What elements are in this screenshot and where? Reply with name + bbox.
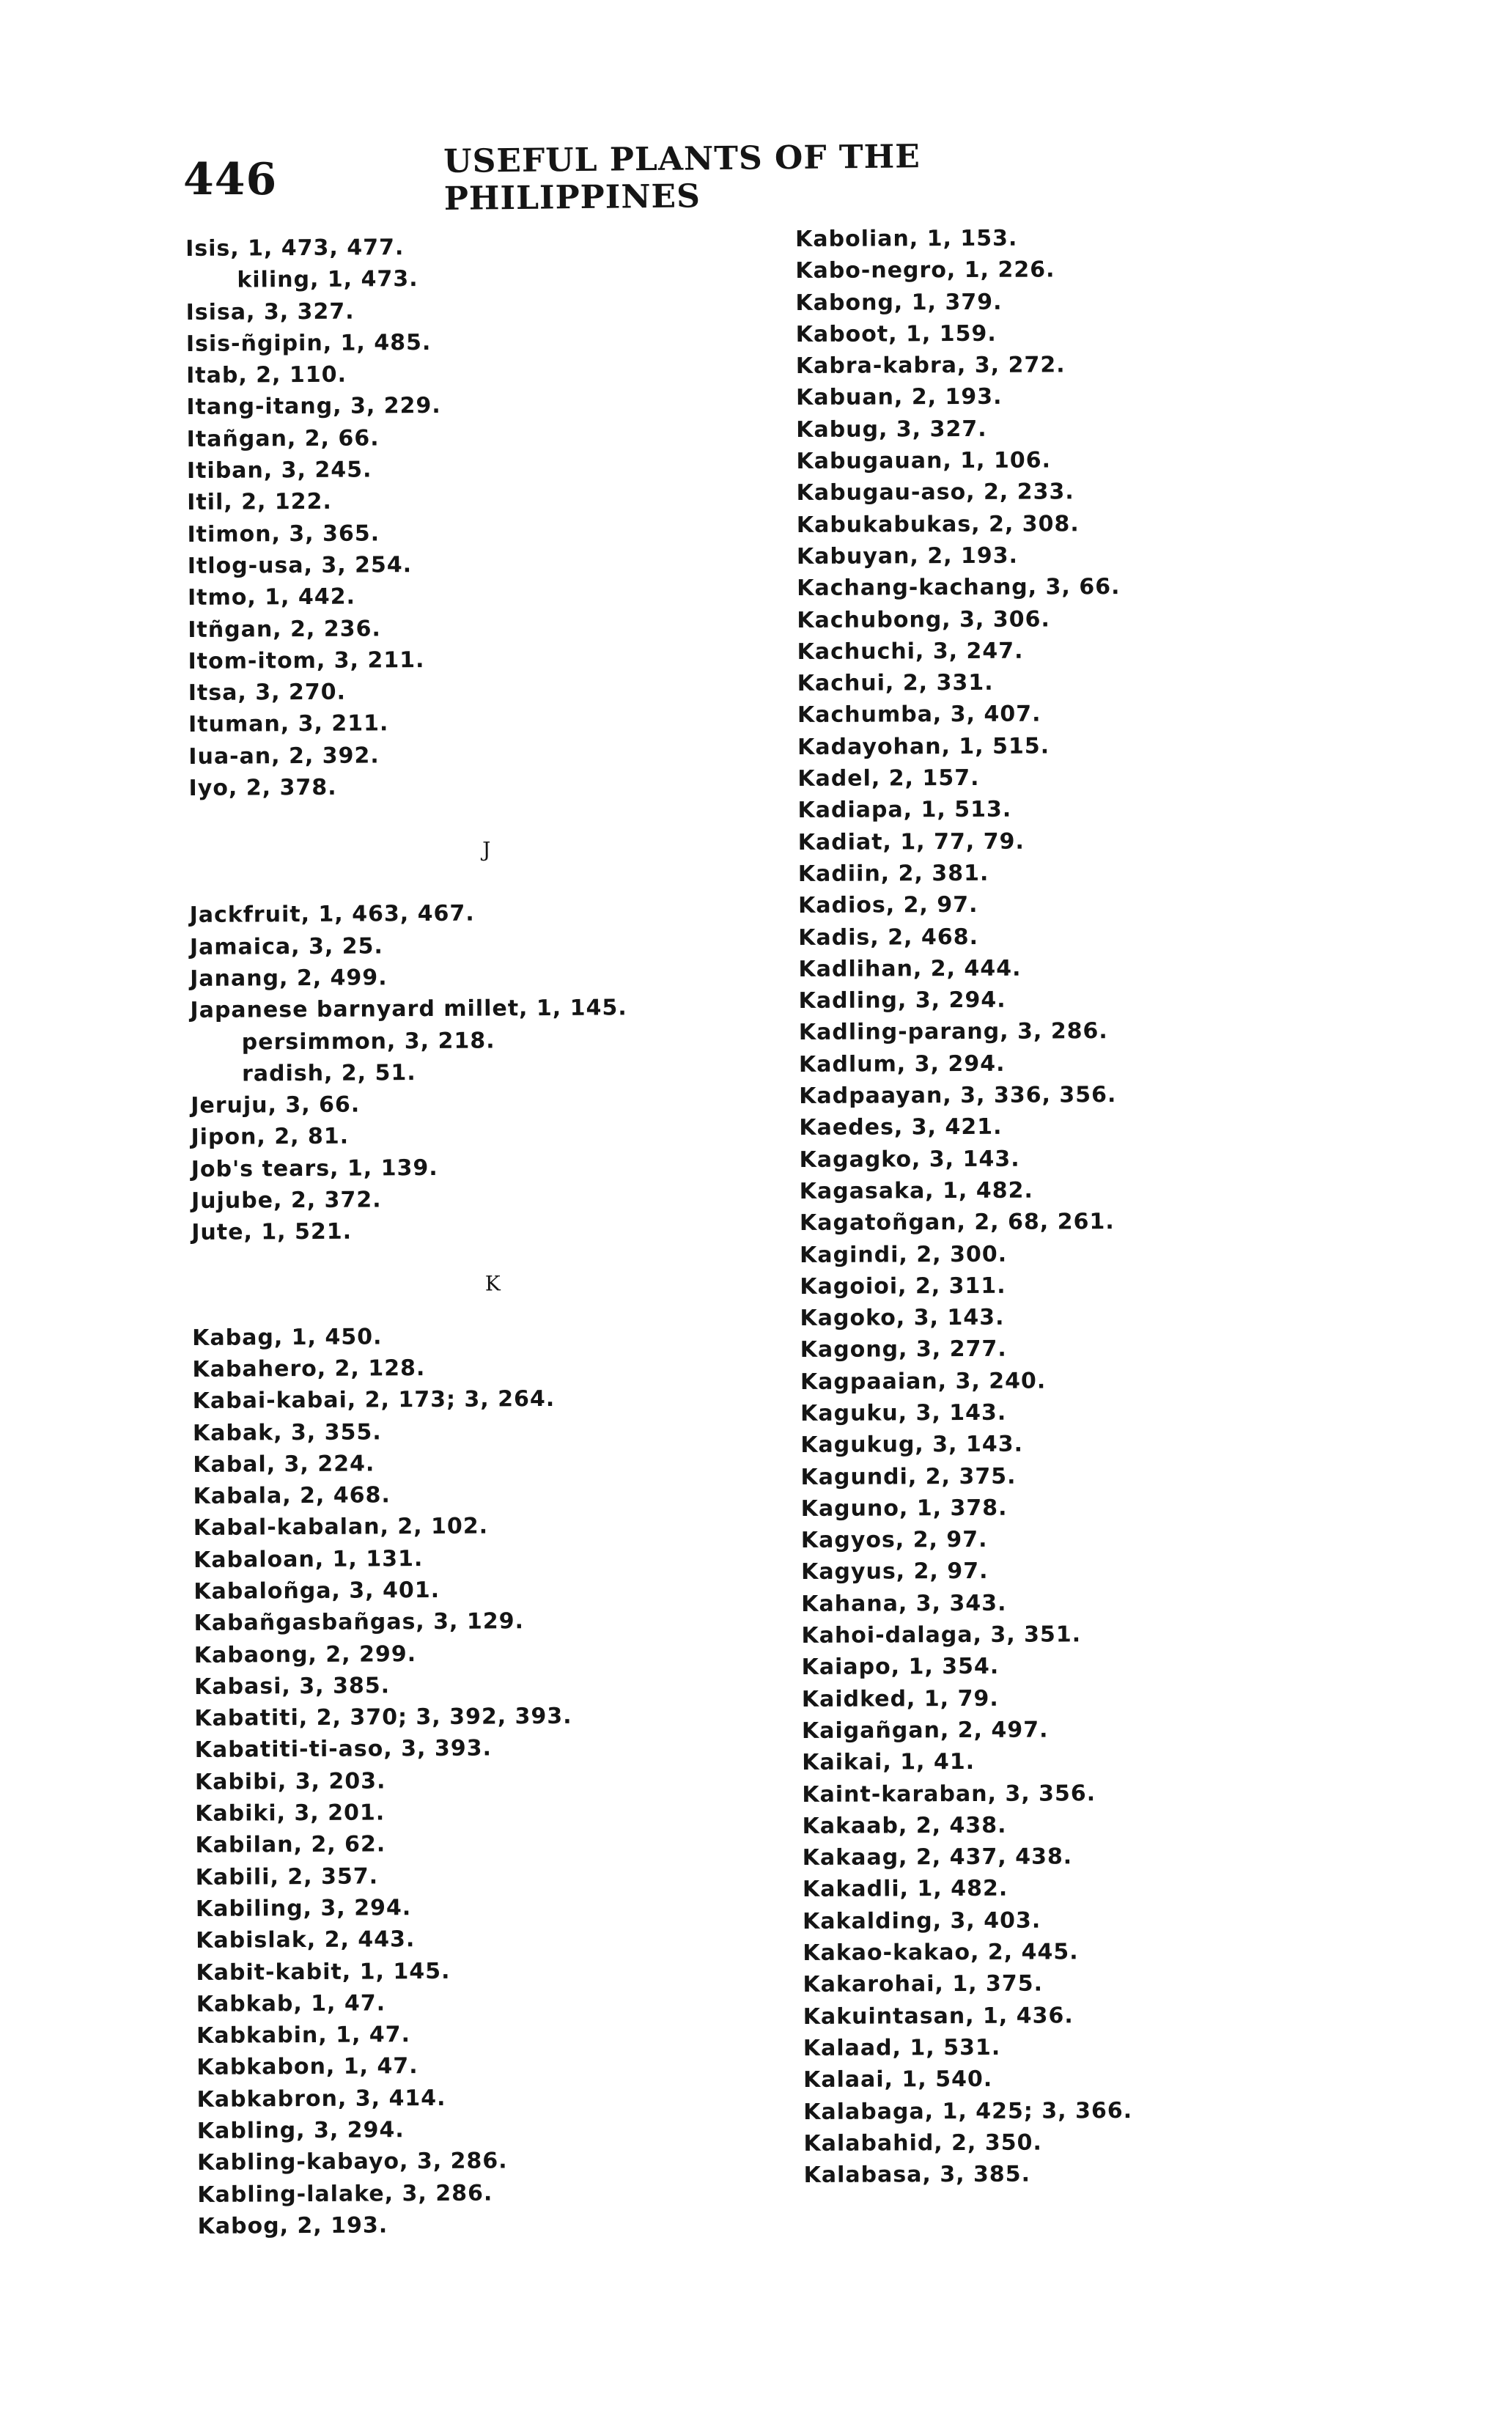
- index-entry: Kalabahid, 2, 350.: [803, 2129, 1042, 2157]
- index-entry: Itom-itom, 3, 211.: [188, 647, 425, 674]
- index-entry: Kabo-negro, 1, 226.: [795, 257, 1055, 284]
- index-entry: Kadel, 2, 157.: [797, 765, 980, 792]
- index-entry: Kagyus, 2, 97.: [800, 1558, 989, 1586]
- index-entry: Kabolian, 1, 153.: [795, 225, 1018, 252]
- index-entry: Itsa, 3, 270.: [188, 679, 347, 707]
- index-entry: Kaboot, 1, 159.: [795, 320, 997, 347]
- index-entry: Itlog-usa, 3, 254.: [187, 552, 413, 579]
- index-entry: Kakaag, 2, 437, 438.: [802, 1844, 1073, 1871]
- index-entry: Kagagko, 3, 143.: [799, 1146, 1020, 1173]
- index-entry: Kadlum, 3, 294.: [798, 1050, 1006, 1078]
- index-entry: Jipon, 2, 81.: [191, 1124, 350, 1151]
- index-entry: Kadiin, 2, 381.: [797, 860, 989, 887]
- index-entry: Kabaloan, 1, 131.: [193, 1545, 424, 1573]
- index-entry: Kabugauan, 1, 106.: [796, 447, 1052, 475]
- index-entry: Kabuyan, 2, 193.: [796, 542, 1019, 570]
- index-entry: Kabaloñga, 3, 401.: [193, 1577, 440, 1605]
- index-entry: Kabai-kabai, 2, 173; 3, 264.: [192, 1386, 556, 1415]
- index-entry: Itang-itang, 3, 229.: [186, 393, 441, 421]
- index-entry: Jamaica, 3, 25.: [189, 933, 383, 960]
- index-entry: Kadis, 2, 468.: [798, 924, 979, 951]
- index-entry: Kabkabron, 3, 414.: [196, 2085, 446, 2113]
- index-entry: Kabak, 3, 355.: [192, 1418, 382, 1446]
- index-entry: Kagoko, 3, 143.: [800, 1304, 1005, 1332]
- index-entry: Kabiki, 3, 201.: [195, 1800, 386, 1827]
- index-entry: Kakarohai, 1, 375.: [803, 1970, 1044, 1998]
- index-entry: Job's tears, 1, 139.: [191, 1155, 438, 1182]
- index-entry: Kagukug, 3, 143.: [800, 1431, 1024, 1459]
- index-entry: Kabala, 2, 468.: [193, 1482, 391, 1510]
- index-entry: Kaidked, 1, 79.: [801, 1685, 999, 1712]
- index-entry: Kakadli, 1, 482.: [802, 1876, 1008, 1903]
- index-entry: Kabañgasbañgas, 3, 129.: [193, 1608, 525, 1637]
- index-entry: Kabal-kabalan, 2, 102.: [193, 1513, 489, 1542]
- index-entry: Kabkab, 1, 47.: [196, 1990, 386, 2017]
- index-entry: Kabit-kabit, 1, 145.: [196, 1958, 451, 1986]
- index-entry: Iyo, 2, 378.: [188, 774, 337, 802]
- index-entry: Kabal, 3, 224.: [193, 1451, 375, 1478]
- index-entry: Kabling, 3, 294.: [196, 2117, 405, 2144]
- index-entry: Itimon, 3, 365.: [187, 520, 380, 548]
- index-entry: Kakalding, 3, 403.: [803, 1907, 1041, 1934]
- index-entry: Kadling, 3, 294.: [798, 987, 1006, 1015]
- index-entry: Kaigañgan, 2, 497.: [801, 1717, 1049, 1744]
- index-entry: Kalaad, 1, 531.: [803, 2034, 1001, 2061]
- index-entry: Kabong, 1, 379.: [795, 289, 1003, 316]
- index-entry: kiling, 1, 473.: [237, 266, 418, 293]
- index-entry: Kabili, 2, 357.: [195, 1863, 379, 1890]
- index-entry: Kagindi, 2, 300.: [800, 1241, 1008, 1268]
- index-entry: Kabilan, 2, 62.: [195, 1831, 386, 1859]
- index-entry: persimmon, 3, 218.: [241, 1027, 495, 1056]
- index-entry: Kakao-kakao, 2, 445.: [803, 1939, 1079, 1967]
- index-entry: Kabag, 1, 450.: [192, 1323, 383, 1351]
- index-entry: Kachumba, 3, 407.: [797, 701, 1041, 729]
- index-section-i: [185, 229, 775, 804]
- index-entry: Isisa, 3, 327.: [185, 298, 355, 325]
- index-entry: Kaguno, 1, 378.: [800, 1495, 1008, 1522]
- index-entry: Itañgan, 2, 66.: [186, 425, 380, 452]
- index-section-k: [192, 1319, 784, 2242]
- index-entry: Kabuan, 2, 193.: [795, 384, 1003, 411]
- section-letter-k: K: [484, 1271, 501, 1296]
- index-entry: Kadling-parang, 3, 286.: [798, 1018, 1108, 1046]
- index-entry: Itil, 2, 122.: [187, 489, 333, 516]
- running-head: USEFUL PLANTS OF THE PHILIPPINES: [443, 138, 921, 218]
- page-number: 446: [183, 154, 278, 205]
- index-entry: Iua-an, 2, 392.: [188, 743, 380, 770]
- index-entry: Kagoioi, 2, 311.: [800, 1273, 1006, 1300]
- index-entry: Isis, 1, 473, 477.: [185, 235, 405, 262]
- index-entry: Kadiapa, 1, 513.: [797, 797, 1012, 824]
- index-entry: Kalaai, 1, 540.: [803, 2066, 993, 2094]
- index-entry: Ituman, 3, 211.: [188, 710, 389, 738]
- index-section-j: [190, 896, 778, 1248]
- index-entry: Kahoi-dalaga, 3, 351.: [801, 1621, 1082, 1649]
- index-entry: Itiban, 3, 245.: [186, 457, 372, 485]
- index-entry: Kaiapo, 1, 354.: [801, 1654, 1000, 1681]
- index-entry: Kagong, 3, 277.: [800, 1336, 1007, 1363]
- index-entry: Kachui, 2, 331.: [797, 669, 994, 697]
- index-entry: Kabkabin, 1, 47.: [196, 2022, 411, 2050]
- index-entry: Kabahero, 2, 128.: [192, 1355, 426, 1382]
- index-entry: Kabog, 2, 193.: [197, 2212, 388, 2239]
- index-entry: Kabling-lalake, 3, 286.: [197, 2180, 493, 2208]
- index-column-right: [795, 221, 1390, 2192]
- index-entry: Kabkabon, 1, 47.: [196, 2053, 418, 2081]
- index-entry: Kabukabukas, 2, 308.: [796, 510, 1080, 538]
- index-entry: Kadpaayan, 3, 336, 356.: [799, 1082, 1117, 1110]
- index-column-left: [185, 229, 784, 2242]
- index-entry: Kachang-kachang, 3, 66.: [797, 574, 1121, 602]
- index-entry: Itñgan, 2, 236.: [188, 615, 381, 643]
- index-entry: Kadlihan, 2, 444.: [798, 955, 1022, 982]
- index-entry: Itmo, 1, 442.: [187, 583, 356, 611]
- index-entry: Japanese barnyard millet, 1, 145.: [190, 995, 627, 1024]
- index-entry: radish, 2, 51.: [241, 1059, 416, 1087]
- index-entry: Kagasaka, 1, 482.: [799, 1177, 1033, 1204]
- index-entry: Kaikai, 1, 41.: [802, 1749, 976, 1776]
- index-entry: Kabatiti, 2, 370; 3, 392, 393.: [194, 1703, 572, 1732]
- index-entry: Jujube, 2, 372.: [191, 1187, 382, 1214]
- index-entry: Kadios, 2, 97.: [797, 892, 978, 919]
- index-entry: Kabislak, 2, 443.: [196, 1926, 416, 1954]
- index-entry: Kaedes, 3, 421.: [799, 1114, 1003, 1141]
- index-entry: Isis-ñgipin, 1, 485.: [185, 329, 432, 357]
- index-entry: Kakaab, 2, 438.: [802, 1812, 1007, 1839]
- index-entry: Kagundi, 2, 375.: [800, 1463, 1017, 1490]
- index-entry: Kagyos, 2, 97.: [800, 1527, 988, 1554]
- index-entry: Kabaong, 2, 299.: [193, 1641, 417, 1668]
- index-entry: Kabiling, 3, 294.: [195, 1895, 412, 1922]
- index-entry: Itab, 2, 110.: [186, 361, 347, 389]
- index-entry: Kagatoñgan, 2, 68, 261.: [799, 1209, 1115, 1237]
- index-entry: Kabug, 3, 327.: [796, 416, 987, 443]
- index-entry: Kahana, 3, 343.: [801, 1590, 1007, 1617]
- index-entry: Kachubong, 3, 306.: [797, 606, 1050, 633]
- index-entry: Kabling-kabayo, 3, 286.: [196, 2148, 508, 2176]
- index-entry: Kagpaaian, 3, 240.: [800, 1368, 1047, 1395]
- index-entry: Kabasi, 3, 385.: [194, 1673, 391, 1700]
- index-section-k-continued: [795, 221, 1390, 2192]
- index-entry: Kaguku, 3, 143.: [800, 1399, 1007, 1426]
- index-entry: Jute, 1, 521.: [191, 1218, 353, 1246]
- index-entry: Jeruju, 3, 66.: [191, 1091, 361, 1119]
- index-entry: Kabibi, 3, 203.: [194, 1768, 386, 1795]
- section-letter-j: J: [482, 837, 492, 862]
- index-entry: Kabugau-aso, 2, 233.: [796, 479, 1074, 507]
- index-entry: Kalabasa, 3, 385.: [803, 2161, 1031, 2189]
- index-entry: Kachuchi, 3, 247.: [797, 638, 1024, 665]
- index-entry: Kakuintasan, 1, 436.: [803, 2002, 1074, 2030]
- index-entry: Kalabaga, 1, 425; 3, 366.: [803, 2097, 1133, 2125]
- index-entry: Kadiat, 1, 77, 79.: [797, 828, 1025, 855]
- index-entry: Kabatiti-ti-aso, 3, 393.: [194, 1735, 493, 1764]
- index-entry: Kadayohan, 1, 515.: [797, 733, 1050, 760]
- index-entry: Kabra-kabra, 3, 272.: [795, 352, 1066, 380]
- index-entry: Jackfruit, 1, 463, 467.: [189, 900, 475, 929]
- index-entry: Kaint-karaban, 3, 356.: [802, 1780, 1096, 1808]
- index-entry: Janang, 2, 499.: [190, 965, 388, 992]
